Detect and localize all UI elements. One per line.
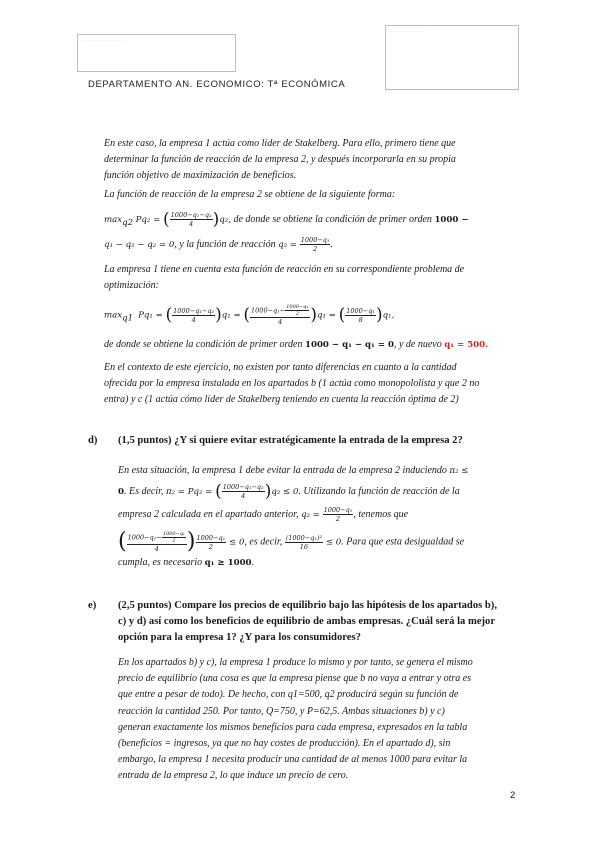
section-d-math: π₂ ≤: [449, 466, 469, 476]
reaction-q2-eq: q₂ =: [278, 239, 300, 250]
reaction-equation-line2: q₁ − q₂ − q₂ = 0, y la función de reacción q₂ = $\frac{\text{1000−q₁}}{2}$ .: [104, 236, 333, 253]
fraction-numerator: [250, 304, 310, 318]
fraction-numerator: [127, 531, 187, 545]
firm1-line: optimización:: [104, 280, 159, 292]
fraction-numerator: 1000−q₁: [300, 236, 330, 244]
firm1-fraction-1: [172, 307, 215, 324]
section-e-line: En los apartados b) y c), la empresa 1 produce lo mismo y por tanto, se genera el mismo: [118, 657, 473, 668]
section-d-text: . Utilizando la función de reacción de la: [298, 485, 460, 497]
fraction-denominator: 2: [295, 311, 299, 317]
fraction-numerator: 1000−q₁: [323, 506, 353, 514]
header-right-box-text: - - - - - - - - - - - - - - - - - - - -: [390, 29, 426, 33]
section-d-line3: [118, 506, 408, 523]
fraction-denominator: 2: [172, 538, 176, 544]
section-d-fraction: [285, 534, 323, 551]
intro-line: determinar la función de reacción de la empresa 2, y después incorporarla en su propia: [104, 154, 456, 166]
section-d-text: . Es decir,: [123, 485, 166, 497]
reaction-function-fraction: [300, 236, 331, 253]
section-e-label: e): [88, 600, 97, 611]
context-line: En el contexto de este ejercicio, no existen por tanto diferencias en cuanto a la cantidad: [104, 362, 457, 373]
section-e-heading: [88, 598, 497, 646]
fraction-numerator: 1000−q₁−q₂: [173, 306, 215, 315]
reaction-lead: [104, 187, 395, 203]
fraction-numerator: 1000−q₁−q₂: [222, 483, 264, 491]
fraction-denominator: 16: [299, 542, 309, 551]
foc1-result: q₁ = 500.: [444, 340, 489, 350]
header-logo-box-left: [77, 34, 236, 72]
section-e-line: entrada de la empresa 2, lo que induce un precio de cero.: [118, 770, 349, 782]
nested-fraction: [162, 531, 186, 544]
intro-line: función objetivo de maximización de beneficios.: [104, 170, 297, 182]
context-paragraph: [104, 360, 479, 409]
section-d-text: , tenemos que: [353, 508, 409, 520]
fraction-denominator: 2: [208, 542, 213, 551]
section-e-line: generan exactamente los mismos beneficios para cada empresa, expresados en la tabla: [118, 721, 468, 733]
intro-line: En este caso, la empresa 1 actúa como líder de Stakelberg. Para ello, primero tiene que: [104, 138, 456, 149]
fraction-denominator: 8: [358, 315, 363, 324]
fraction-denominator: 4: [278, 318, 283, 326]
section-e-line: (beneficios = ingresos, ya que no hay costes de producción). En el apartado d), sin: [118, 738, 451, 750]
section-d-title: (1,5 puntos) ¿Y si quiere evitar estratégicamente la entrada de la empresa 2?: [118, 435, 463, 446]
foc1-mid-text: , y de nuevo: [393, 339, 445, 350]
section-d-text: En esta situación, la empresa 1 debe evitar la entrada de la empresa 2 induciendo: [118, 465, 450, 476]
fraction-numerator: 1000−q₁: [162, 531, 185, 537]
fraction-numerator: 1000−q₁−q₂: [170, 211, 212, 219]
reaction-equation-line1: $\max_{q2} Pq_2$ = ( $\frac{\text{1000−q₁−q₂}}{4}$ )q₂, de donde se obtiene la condición de primer orden 1000 −: [104, 209, 469, 230]
section-d-fraction: [127, 531, 187, 553]
fraction-numerator: 1000−q₁: [286, 304, 309, 310]
intro-paragraph: [104, 136, 456, 185]
fraction-denominator: 4: [191, 315, 196, 324]
foc1-line: [104, 337, 488, 353]
header-left-box-text: - - - - - - - - - - - - - - - - - - - - - - - -: [82, 38, 126, 42]
section-e-line: embargo, la empresa 1 necesita producir una cantidad de al menos 1000 para evitar la: [118, 754, 468, 766]
section-e-paragraph: [118, 655, 473, 785]
section-d-text: .: [251, 557, 255, 568]
section-d-math: ≤ 0: [226, 537, 245, 548]
max-subscript: q1: [122, 313, 134, 324]
section-e-line: que entre a pesar de todo). De hecho, con q1=500, q2 producirá según su función de: [118, 689, 459, 701]
firm1-paragraph: [104, 262, 464, 294]
section-e-title-line: (2,5 puntos) Compare los precios de equilibrio bajo las hipótesis de los apartados b),: [118, 600, 497, 611]
fraction-denominator: 2: [335, 515, 341, 523]
reaction-lhs: Pq₂ =: [135, 214, 164, 225]
reaction-text-2: , y la función de reacción: [174, 238, 279, 250]
section-d-math: π₂ = Pq₂ =: [165, 486, 216, 497]
fraction-numerator-text: 1000−q₁−: [127, 533, 162, 542]
section-d-text: empresa 2 calculada en el apartado anterior,: [118, 508, 301, 520]
fraction-numerator: 1000−q₁: [196, 533, 226, 542]
section-e-title-line: c) y d) así como los beneficios de equilibrio de ambas empresas. ¿Cuál será la mejor: [118, 616, 496, 627]
section-e-line: reacción la cantidad 250. Por tanto, Q=750, y P=62,5. Ambas situaciones b) y c): [118, 705, 445, 717]
section-d-fraction: [323, 506, 354, 523]
context-line: ofrecida por la empresa instalada en los apartados b (1 actúa como monopololista y que 2 no: [104, 378, 480, 390]
section-e-line: precio de equilibrio (una cosa es que la empresa piense que b no vaya a entrar y otra es: [118, 673, 472, 685]
fraction-numerator: 1000−q₁: [346, 306, 376, 315]
firm1-fraction-2: [250, 304, 310, 326]
section-d-math: q₂ ≤ 0: [271, 486, 299, 497]
foc1-text: de donde se obtiene la condición de primer orden: [104, 339, 305, 350]
fraction-denominator: 4: [154, 545, 159, 553]
foc1-equation: 1000 − q₁ − q₁ = 0: [304, 340, 394, 350]
fraction-denominator: 2: [313, 245, 318, 253]
reaction-lead-text: La función de reacción de la empresa 2 se obtiene de la siguiente forma:: [104, 189, 396, 200]
section-e-title-line: opción para la empresa 1? ¿Y para los consumidores?: [118, 632, 361, 643]
section-d-line1: [118, 463, 468, 479]
max-subscript: q2: [122, 217, 134, 228]
context-line: entra) y c (1 actúa cómo líder de Stakelberg teniendo en cuenta la reacción óptima de 2): [104, 394, 459, 406]
section-d-text: . Para que esta desigualdad se: [341, 536, 465, 548]
section-d-math: ≤ 0: [323, 537, 342, 548]
fraction-numerator-text: 1000−q₁−: [251, 306, 286, 315]
header-logo-box-right: [385, 25, 519, 90]
firm1-q1: q₁ =: [221, 310, 244, 321]
reaction-foc: 1000 −: [434, 214, 469, 225]
firm1-q1: q₁,: [382, 310, 395, 321]
reaction-foc-cont: q₁ − q₂ − q₂ = 0: [104, 239, 175, 250]
section-d-line4: ( 1000−q₁− $\frac{\text{1000−q₁}}{2}$ 4 ) $\frac{\text{1000−q₁}}{2}$ ≤ 0, es decir, $\frac{\text{(1000−q₁)²}}{16}$ ≤ 0. Para que esta desigualdad se: [118, 529, 465, 554]
section-d-fraction: [222, 483, 265, 500]
firm1-fraction-3: [345, 307, 376, 324]
fraction-denominator: 4: [241, 492, 246, 500]
department-title: DEPARTAMENTO AN. ECONOMICO: Tª ECONÓMICA: [88, 79, 346, 90]
firm1-q1: q₁ =: [317, 310, 339, 321]
max-operator: max: [104, 214, 123, 225]
section-d-fraction: [196, 534, 227, 551]
reaction-q2: q₂,: [219, 214, 231, 225]
firm1-equation: $\max_{q1} Pq_1$ = ( $\frac{\text{1000−q₁−q₂}}{4}$ )q₁ = ( 1000−q₁− $\frac{\text{1000−q₁}}{2}$ 4 )q₁ = ( $\frac{\text{1000−q₁}}{8}$ )q₁,: [104, 304, 395, 326]
max-operator: max: [104, 310, 123, 321]
section-d-heading: [88, 433, 463, 449]
section-d-math: q₂ =: [300, 509, 323, 520]
section-d-math: 0: [118, 486, 124, 497]
fraction-numerator: (1000−q₁)²: [285, 533, 323, 542]
section-d-text: , es decir,: [244, 536, 285, 548]
firm1-line: La empresa 1 tiene en cuenta esta función de reacción en su correspondiente problema de: [104, 264, 465, 275]
section-d-text: cumpla, es necesario: [118, 557, 205, 568]
section-d-label: d): [88, 435, 98, 446]
section-d-line5: [118, 555, 254, 571]
section-d-math: q₁ ≥ 1000: [204, 558, 252, 568]
reaction-text: de donde se obtiene la condición de primer orden: [230, 213, 435, 225]
nested-fraction: [285, 304, 309, 317]
page-number: 2: [510, 790, 516, 801]
section-d-line2: 0. Es decir, π₂ = Pq₂ = ( $\frac{\text{1000−q₁−q₂}}{4}$ )q₂ ≤ 0. Utilizando la función de reacción de la: [118, 481, 460, 502]
reaction-fraction: [170, 211, 213, 228]
fraction-denominator: 4: [189, 220, 194, 228]
firm1-lhs: Pq₁ =: [138, 310, 166, 321]
